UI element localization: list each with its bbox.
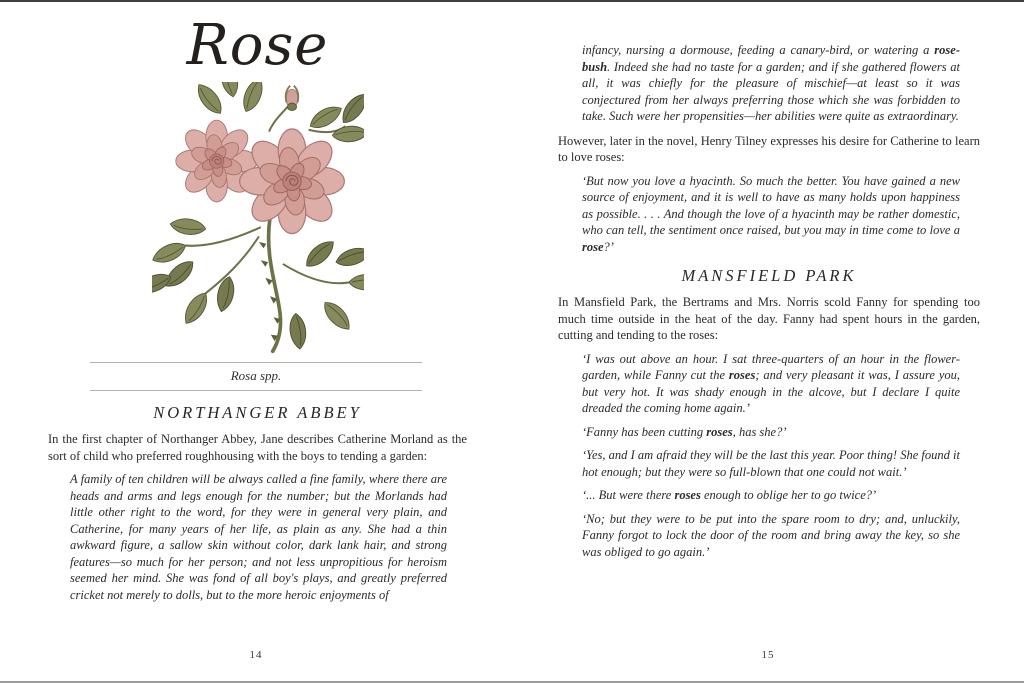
section-heading-mansfield: MANSFIELD PARK [681, 266, 857, 285]
paragraph-northanger-intro: In the first chapter of Northanger Abbey, Jane describes Catherine Morland as the sort of child who preferred roughhousing with the boys to tending a garden: [48, 432, 467, 463]
blockquote-morland: A family of ten children will be always called a fine family, where there are heads and arms and legs enough for the number; but the Morlands had little other right to the word, for they were in general very plain, and Catherine, for many years of her life, as plain as any. She had a thin awkward figure, a sallow skin without color, dark lank hair, and strong features—so much for her person; and not less unpropitious for heroism seemed her mind. She was fond of all boy's plays, and greatly preferred cricket not merely to dolls, but to the more heroic enjoyments of [70, 472, 447, 602]
page-number-left: 14 [249, 649, 263, 661]
chapter-title: Rose [186, 13, 329, 78]
rose-blossom-right [239, 129, 344, 234]
rose-stem [268, 218, 280, 351]
caption-box [90, 362, 422, 391]
rose-bud [285, 86, 297, 111]
paragraph-henry-tilney: However, later in the novel, Henry Tilney expresses his desire for Catherine to learn to love roses: [558, 133, 980, 164]
species-caption: Rosa spp. [230, 368, 282, 383]
blockquote-flower-garden: ‘I was out above an hour. I sat three-quarters of an hour in the flower-garden, while Fanny cut the roses; and very pleasant it was, I assure you, but very hot. It was shady enough in the alcove, but I declare I quite dreaded the coming home again.’ [582, 351, 960, 415]
blockquote-last-this-year: ‘Yes, and I am afraid they will be the last this year. Poor thing! She found it hot enough; but they were so full-blown that one could not wait.’ [582, 448, 960, 479]
blockquote-roses-twice: ‘... But were there roses enough to oblige her to go twice?’ [582, 488, 877, 502]
blockquote-spare-room: ‘No; but they were to be put into the spare room to dry; and, unluckily, Fanny forgot to lock the door of the room and bring away the key, so she was obliged to go again.’ [582, 511, 960, 559]
blockquote-rosebush-continuation: infancy, nursing a dormouse, feeding a canary-bird, or watering a rose-bush. Indeed she had no taste for a garden; and if she gathered flowers at all, it was chiefly for the pleasure of mischief—at least so it was conjectured from her always preferring those which she was forbidden to take. Such were her propensities—her abilities were quite as extraordinary. [582, 43, 960, 123]
page-right [512, 0, 1024, 683]
rose-illustration-svg [152, 82, 364, 354]
blockquote-hyacinth: ‘But now you love a hyacinth. So much the better. You have gained a new source of enjoyment, and it is well to have as many holds upon happiness as possible. . . . And though the love of a hyacinth may be rather domestic, who can tell, the sentiment once raised, but you may in time come to love a rose?’ [582, 173, 960, 254]
rose-illustration [48, 82, 467, 354]
page-number-right: 15 [761, 649, 775, 661]
section-heading-northanger: NORTHANGER ABBEY [153, 403, 362, 422]
paragraph-mansfield-intro: In Mansfield Park, the Bertrams and Mrs. Norris scold Fanny for spending too much time outside in the heat of the day. Fanny had spent hours in the garden, cutting and tending to the roses: [558, 295, 980, 342]
blockquote-fanny-cutting: ‘Fanny has been cutting roses, has she?’ [582, 424, 787, 439]
